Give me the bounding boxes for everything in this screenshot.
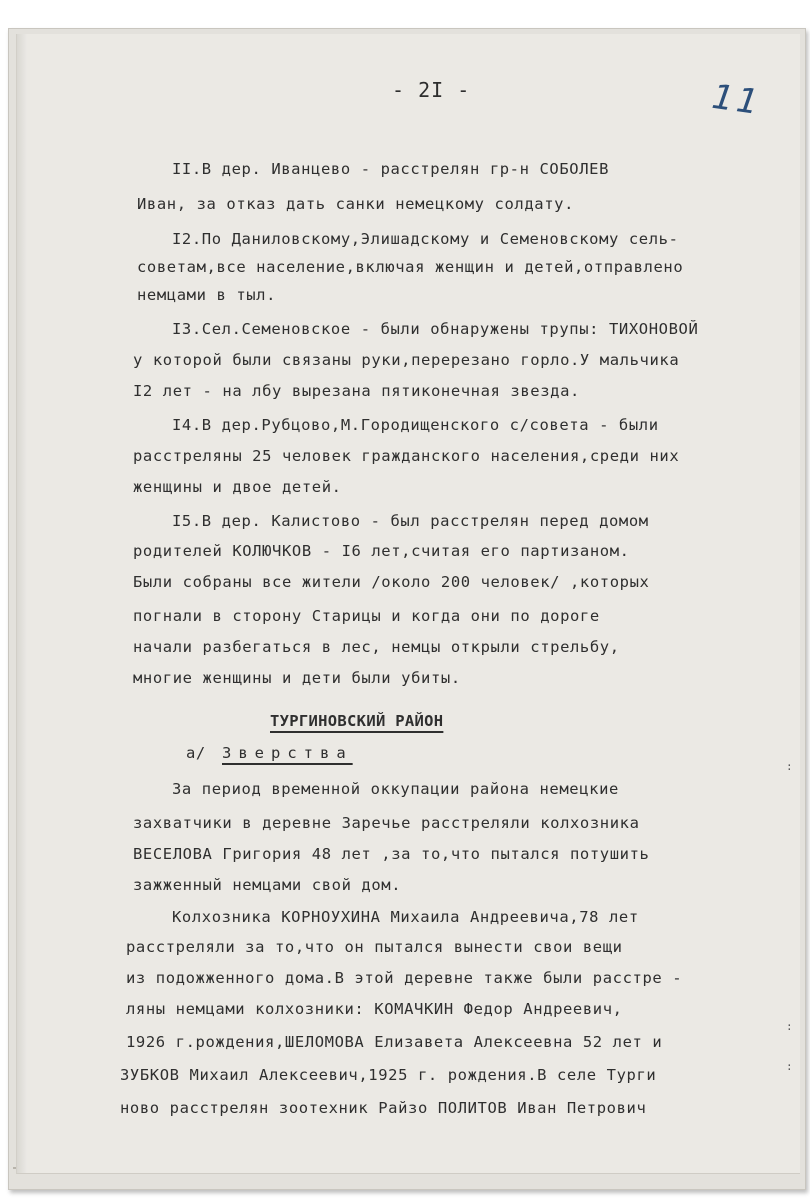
text-line: расстреляны 25 человек гражданского населения,среди них [133,447,680,465]
archive-handwritten-mark: 11 [709,76,764,124]
text-line: из подожженного дома.В этой деревне также были расстре - [126,969,683,987]
text-line: ЗУБКОВ Михаил Алексеевич,1925 г. рождения.В селе Турги [120,1066,657,1084]
text-line: зажженный немцами свой дом. [133,876,402,894]
page-edge-shadow [17,34,27,1173]
text-line: родителей КОЛЮЧКОВ - I6 лет,считая его партизаном. [133,542,630,560]
text-line: погнали в сторону Старицы и когда они по дороге [133,607,600,625]
text-line: расстреляли за то,что он пытался вынести свои вещи [126,938,623,956]
page-edge-marks [786,760,804,1160]
text-line: многие женщины и дети были убиты. [133,669,461,687]
text-line: советам,все население,включая женщин и детей,отправлено [137,258,684,276]
edge-mark: : [786,1020,793,1033]
text-line: ново расстрелян зоотехник Райзо ПОЛИТОВ Иван Петрович [120,1099,647,1117]
text-line: Колхозника КОРНОУХИНА Михаила Андреевича,78 лет [172,908,639,926]
page-number: - 2I - [392,78,471,102]
text-line: 1926 г.рождения,ШЕЛОМОВА Елизавета Алексеевна 52 лет и [126,1033,663,1051]
text-line: немцами в тыл. [137,286,277,304]
text-line: женщины и двое детей. [133,478,342,496]
text-line: За период временной оккупации района немецкие [172,780,619,798]
text-line: I2.По Даниловскому,Элишадскому и Семеновскому сель- [172,230,679,248]
text-line: Были собраны все жители /около 200 человек/ ,которых [133,573,650,591]
text-line: ВЕСЕЛОВА Григория 48 лет ,за то,что пытался потушить [133,845,650,863]
text-line: начали разбегаться в лес, немцы открыли стрельбу, [133,638,620,656]
text-line: захватчики в деревне Заречье расстреляли колхозника [133,814,640,832]
edge-mark: : [786,760,793,773]
text-line: I3.Сел.Семеновское - были обнаружены трупы: ТИХОНОВОЙ [172,320,699,338]
text-line: II.В дер. Иванцево - расстрелян гр-н СОБОЛЕВ [172,160,609,178]
subsection-marker: а/ [186,744,206,762]
text-line: ляны немцами колхозники: КОМАЧКИН Федор Андреевич, [126,1000,623,1018]
edge-mark: : [786,1060,793,1073]
section-heading: ТУРГИНОВСКИЙ РАЙОН [270,712,444,730]
text-line: I2 лет - на лбу вырезана пятиконечная звезда. [133,382,580,400]
subsection-title: Зверства [222,744,353,762]
text-line: у которой были связаны руки,перерезано горло.У мальчика [133,351,680,369]
text-line: Иван, за отказ дать санки немецкому солдату. [137,195,574,213]
text-line: I5.В дер. Калистово - был расстрелян перед домом [172,512,649,530]
text-line: I4.В дер.Рубцово,М.Городищенского с/совета - были [172,416,659,434]
